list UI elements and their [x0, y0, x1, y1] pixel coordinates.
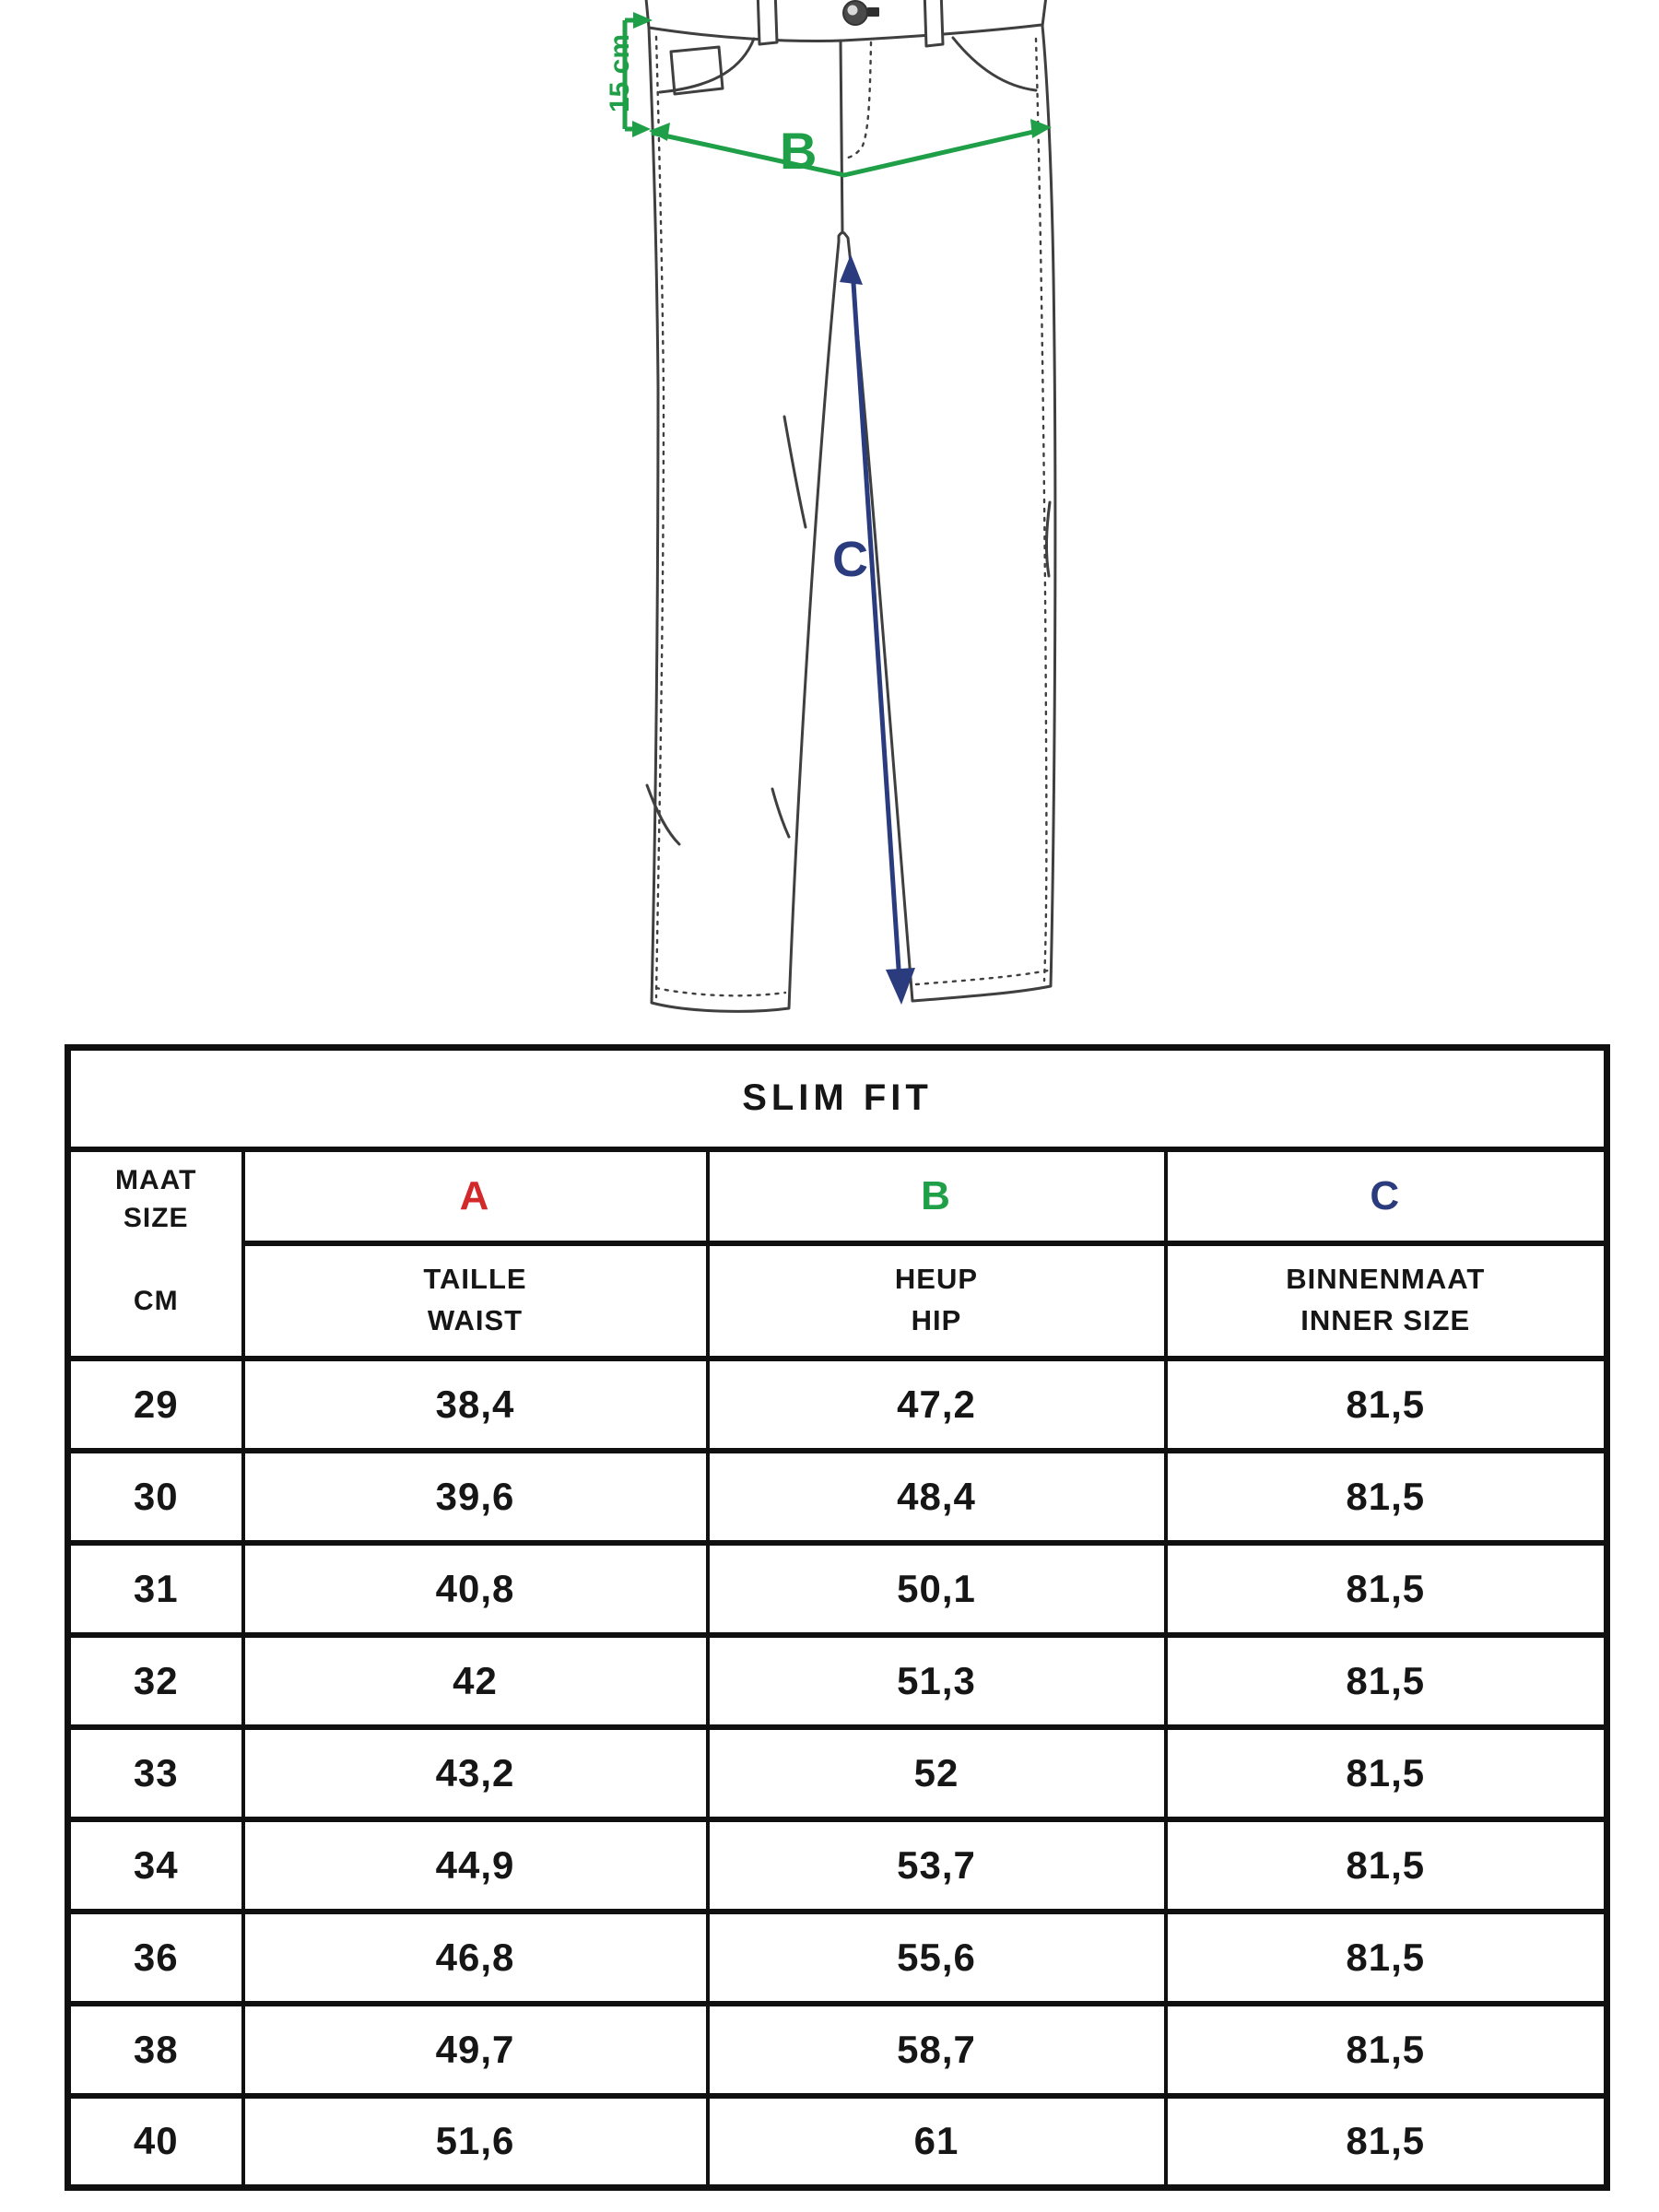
waist-cell: 49,7	[243, 2004, 708, 2096]
column-name-hip	[708, 1243, 1166, 1359]
size-table-body	[68, 1048, 1607, 2188]
table-row	[68, 1451, 1607, 1543]
hip-cell: 48,4	[708, 1451, 1166, 1543]
waist-cell: 40,8	[243, 1543, 708, 1635]
table-row	[68, 1727, 1607, 1819]
table-row	[68, 2096, 1607, 2188]
waist-cell: 43,2	[243, 1727, 708, 1819]
size-table	[65, 1044, 1610, 2191]
hip-cell: 52	[708, 1727, 1166, 1819]
waist-name-nl: TAILLE	[423, 1263, 527, 1296]
column-name-inner	[1166, 1243, 1607, 1359]
size-cell: 32	[68, 1635, 243, 1727]
inner-cell: 81,5	[1166, 1451, 1607, 1543]
hip-cell: 58,7	[708, 2004, 1166, 2096]
waist-button-highlight	[848, 6, 858, 16]
hip-cell: 50,1	[708, 1543, 1166, 1635]
size-cell: 33	[68, 1727, 243, 1819]
size-header-en: SIZE	[123, 1202, 189, 1233]
size-header	[71, 1152, 241, 1248]
inner-name-nl: BINNENMAAT	[1286, 1263, 1486, 1296]
hip-cell: 61	[708, 2096, 1166, 2188]
hip-cell: 55,6	[708, 1912, 1166, 2004]
inner-cell: 81,5	[1166, 1819, 1607, 1912]
table-row	[68, 2004, 1607, 2096]
dim-15cm-arrow-bottom	[632, 121, 651, 137]
pants-outline	[645, 0, 1055, 1011]
table-row	[68, 1635, 1607, 1727]
table-row	[68, 1912, 1607, 2004]
inner-cell: 81,5	[1166, 1543, 1607, 1635]
waist-name-en: WAIST	[427, 1304, 524, 1336]
names-row	[68, 1243, 1607, 1359]
inner-cell: 81,5	[1166, 1359, 1607, 1451]
column-letter-a: A	[243, 1149, 708, 1243]
label-15cm: 15 cm	[605, 33, 635, 112]
title-row	[68, 1048, 1607, 1149]
inner-name-en: INNER SIZE	[1300, 1304, 1471, 1336]
size-cell: 34	[68, 1819, 243, 1912]
waist-cell: 38,4	[243, 1359, 708, 1451]
inner-cell: 81,5	[1166, 1912, 1607, 2004]
size-cell: 29	[68, 1359, 243, 1451]
label-c: C	[832, 532, 868, 587]
unit-label: CM	[133, 1286, 179, 1316]
hip-name-nl: HEUP	[894, 1263, 979, 1296]
hip-cell: 47,2	[708, 1359, 1166, 1451]
waist-cell: 46,8	[243, 1912, 708, 2004]
size-cell: 30	[68, 1451, 243, 1543]
column-letter-b: B	[708, 1149, 1166, 1243]
belt-loop-left	[758, 0, 777, 44]
column-letter-c: C	[1166, 1149, 1607, 1243]
size-header-nl: MAAT	[115, 1165, 197, 1195]
table-row	[68, 1359, 1607, 1451]
table-row	[68, 1819, 1607, 1912]
belt-loop-right	[924, 0, 943, 46]
pants-sketch	[645, 0, 1055, 1011]
size-cell: 31	[68, 1543, 243, 1635]
waist-cell: 42	[243, 1635, 708, 1727]
inner-cell: 81,5	[1166, 2004, 1607, 2096]
inner-cell: 81,5	[1166, 1727, 1607, 1819]
waist-cell: 51,6	[243, 2096, 708, 2188]
inner-cell: 81,5	[1166, 2096, 1607, 2188]
buttonhole-tab	[867, 7, 879, 17]
table-title: SLIM FIT	[68, 1048, 1607, 1149]
column-name-waist	[243, 1243, 708, 1359]
size-cell: 40	[68, 2096, 243, 2188]
hip-cell: 51,3	[708, 1635, 1166, 1727]
size-cell: 36	[68, 1912, 243, 2004]
center-front-seam	[841, 41, 842, 232]
size-cell: 38	[68, 2004, 243, 2096]
hip-cell: 53,7	[708, 1819, 1166, 1912]
inner-cell: 81,5	[1166, 1635, 1607, 1727]
letters-row	[68, 1149, 1607, 1243]
label-b: B	[780, 122, 818, 180]
table-row	[68, 1543, 1607, 1635]
hip-name-en: HIP	[911, 1304, 962, 1336]
size-unit-cell	[68, 1149, 243, 1359]
waist-cell: 44,9	[243, 1819, 708, 1912]
waist-cell: 39,6	[243, 1451, 708, 1543]
pants-diagram	[0, 0, 1659, 1041]
